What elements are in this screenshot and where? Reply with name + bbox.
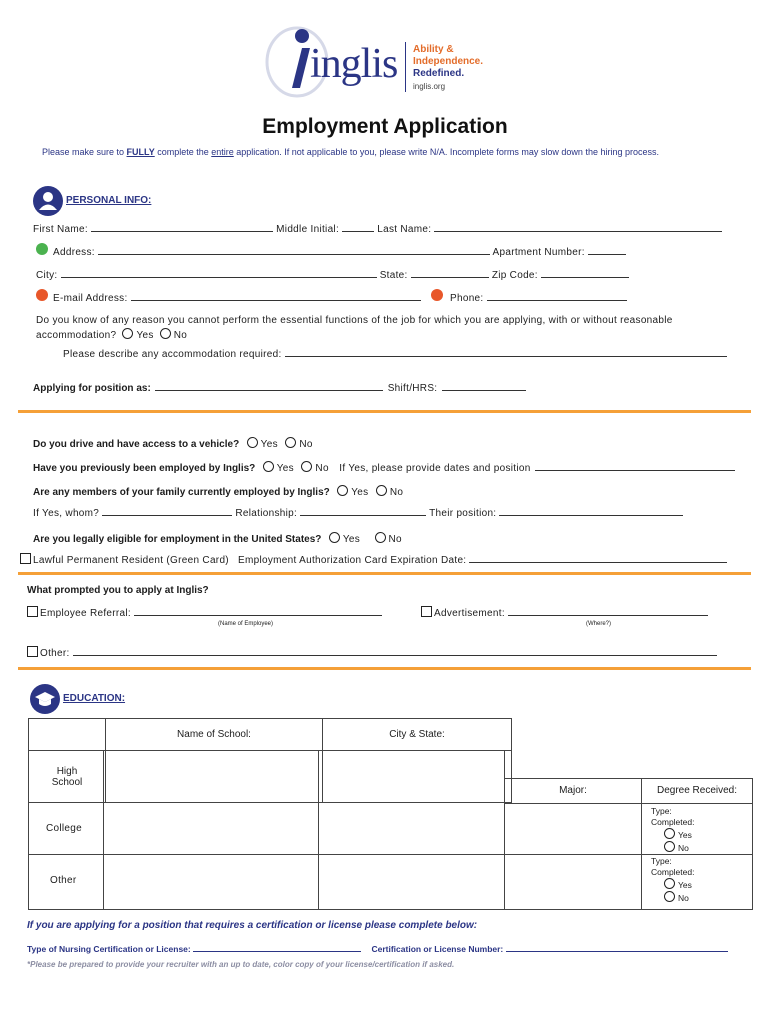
instructions (42, 147, 659, 157)
section-divider (18, 667, 751, 670)
degree-header (641, 778, 753, 804)
other-no-label: No (678, 893, 689, 903)
certification-note: *Please be prepared to provide your recruiter with an up to date, color copy of your license/certification if asked. (27, 960, 455, 969)
their-position-field[interactable] (499, 506, 683, 516)
cert-number-field[interactable] (506, 942, 728, 952)
row-other: Other (50, 875, 77, 886)
accommodation-yes-label: Yes (136, 330, 154, 341)
middle-initial-field[interactable] (342, 222, 374, 232)
shift-field[interactable] (442, 381, 526, 391)
address-label: Address: (53, 247, 95, 258)
instructions-part2: complete the (154, 147, 212, 157)
employed-no-label: No (315, 463, 329, 474)
accommodation-question: Do you know of any reason you cannot perform the essential functions of the job for which you are applying, with or without reasonable (36, 315, 673, 326)
logo-tagline-1: Ability & (413, 44, 454, 55)
other-checkbox[interactable] (27, 646, 38, 657)
phone-label: Phone: (450, 293, 484, 304)
advertisement-note: (Where?) (586, 621, 612, 627)
their-position-label: Their position: (429, 508, 497, 519)
email-icon (36, 289, 48, 301)
section-divider (18, 572, 751, 575)
state-label: State: (379, 270, 408, 281)
whom-label: If Yes, whom? (33, 508, 100, 519)
personal-info-heading: PERSONAL INFO: (66, 195, 152, 206)
other-yes-label: Yes (678, 880, 692, 890)
applying-label: Applying for position as: (33, 383, 151, 394)
accommodation-no-radio[interactable] (160, 328, 171, 339)
phone-icon (431, 289, 443, 301)
certification-heading: If you are applying for a position that requires a certification or license please complete below: (27, 920, 478, 931)
logo-wordmark: inglis (310, 41, 398, 87)
other-row (28, 854, 753, 910)
middle-initial-label: Middle Initial: (276, 224, 340, 235)
relationship-label: Relationship: (235, 508, 298, 519)
page-title: Employment Application (262, 115, 508, 138)
first-name-label: First Name: (33, 224, 88, 235)
ead-field[interactable] (469, 553, 727, 563)
accommodation-describe-field[interactable] (285, 347, 727, 357)
advertisement-label: Advertisement: (434, 608, 505, 619)
shift-label: Shift/HRS: (387, 383, 438, 394)
employed-no-radio[interactable] (301, 461, 312, 472)
cert-type-field[interactable] (193, 942, 361, 952)
accommodation-no-label: No (173, 330, 188, 341)
logo-tagline-3: Redefined. (413, 68, 465, 79)
applying-field[interactable] (155, 381, 383, 391)
city-field[interactable] (61, 268, 377, 278)
employed-dates-field[interactable] (535, 461, 735, 471)
employed-question: Have you previously been employed by Inglis? (33, 463, 256, 474)
drive-no-radio[interactable] (285, 437, 296, 448)
family-yes-label: Yes (351, 487, 369, 498)
other-yes-radio[interactable] (664, 878, 675, 889)
major-label: Major: (559, 785, 587, 796)
apartment-field[interactable] (588, 245, 626, 255)
last-name-label: Last Name: (377, 224, 432, 235)
college-yes-label: Yes (678, 830, 692, 840)
row-college: College (46, 823, 83, 834)
college-type-label: Type: (651, 806, 672, 816)
instructions-part1: Please make sure to (42, 147, 127, 157)
cert-type-label: Type of Nursing Certification or License: (27, 944, 191, 954)
advertisement-checkbox[interactable] (421, 606, 432, 617)
college-no-label: No (678, 843, 689, 853)
degree-label: Degree Received: (656, 785, 738, 796)
eligible-question: Are you legally eligible for employment in the United States? (33, 534, 322, 545)
graduation-cap-icon (30, 684, 60, 714)
major-header (504, 778, 642, 804)
cell-school-1[interactable] (106, 751, 323, 803)
family-yes-radio[interactable] (337, 485, 348, 496)
referral-field[interactable] (134, 606, 382, 616)
address-field[interactable] (98, 245, 490, 255)
referral-note: (Name of Employee) (218, 621, 274, 627)
row-high-school: High School (29, 751, 106, 803)
home-icon (36, 243, 48, 255)
drive-no-label: No (299, 439, 313, 450)
zip-label: Zip Code: (491, 270, 538, 281)
last-name-field[interactable] (434, 222, 722, 232)
instructions-fully: FULLY (126, 147, 155, 157)
family-no-radio[interactable] (376, 485, 387, 496)
other-type-label: Type: (651, 856, 672, 866)
drive-yes-radio[interactable] (247, 437, 258, 448)
eligible-no-label: No (388, 534, 402, 545)
phone-field[interactable] (487, 291, 627, 301)
family-no-label: No (389, 487, 404, 498)
other-completed-label: Completed: (651, 867, 695, 877)
accommodation-question-end: accommodation? (36, 330, 117, 341)
cert-number-label: Certification or License Number: (371, 944, 504, 954)
instructions-entire: entire (211, 147, 234, 157)
whom-field[interactable] (102, 506, 232, 516)
email-label: E-mail Address: (53, 293, 128, 304)
family-question: Are any members of your family currently employed by Inglis? (33, 487, 330, 498)
lawful-checkbox[interactable] (20, 553, 31, 564)
lawful-label: Lawful Permanent Resident (Green Card) (33, 555, 229, 566)
email-field[interactable] (131, 291, 421, 301)
eligible-no-radio[interactable] (375, 532, 386, 543)
section-divider (18, 410, 751, 413)
referral-checkbox[interactable] (27, 606, 38, 617)
col-school: Name of School: (106, 719, 323, 751)
accommodation-yes-radio[interactable] (122, 328, 133, 339)
employed-dates-label: If Yes, please provide dates and position (339, 463, 531, 474)
drive-question: Do you drive and have access to a vehicle? (33, 439, 240, 450)
logo (262, 18, 512, 98)
eligible-yes-radio[interactable] (329, 532, 340, 543)
logo-tagline-2: Independence. (413, 56, 484, 67)
drive-yes-label: Yes (260, 439, 278, 450)
apartment-label: Apartment Number: (492, 247, 585, 258)
instructions-part3: application. If not applicable to you, please write N/A. Incomplete forms may slow down the hiring process. (233, 147, 659, 157)
college-no-radio[interactable] (664, 841, 675, 852)
employed-yes-label: Yes (276, 463, 294, 474)
referral-label: Employee Referral: (40, 608, 131, 619)
college-row (28, 802, 753, 855)
accommodation-describe-label: Please describe any accommodation required: (63, 349, 282, 360)
eligible-yes-label: Yes (342, 534, 361, 545)
zip-field[interactable] (541, 268, 629, 278)
employed-yes-radio[interactable] (263, 461, 274, 472)
logo-url: inglis.org (413, 82, 446, 91)
col-city: City & State: (323, 719, 512, 751)
other-field[interactable] (73, 646, 717, 656)
ead-label: Employment Authorization Card Expiration Date: (238, 555, 467, 566)
advertisement-field[interactable] (508, 606, 708, 616)
state-field[interactable] (411, 268, 489, 278)
first-name-field[interactable] (91, 222, 273, 232)
education-table (28, 718, 515, 803)
college-completed-label: Completed: (651, 817, 695, 827)
college-yes-radio[interactable] (664, 828, 675, 839)
person-icon (33, 186, 63, 216)
other-label: Other: (40, 648, 70, 659)
prompted-heading: What prompted you to apply at Inglis? (27, 585, 209, 596)
other-no-radio[interactable] (664, 891, 675, 902)
education-heading: EDUCATION: (63, 693, 126, 704)
relationship-field[interactable] (300, 506, 426, 516)
cell-city-1[interactable] (323, 751, 512, 803)
city-label: City: (36, 270, 58, 281)
